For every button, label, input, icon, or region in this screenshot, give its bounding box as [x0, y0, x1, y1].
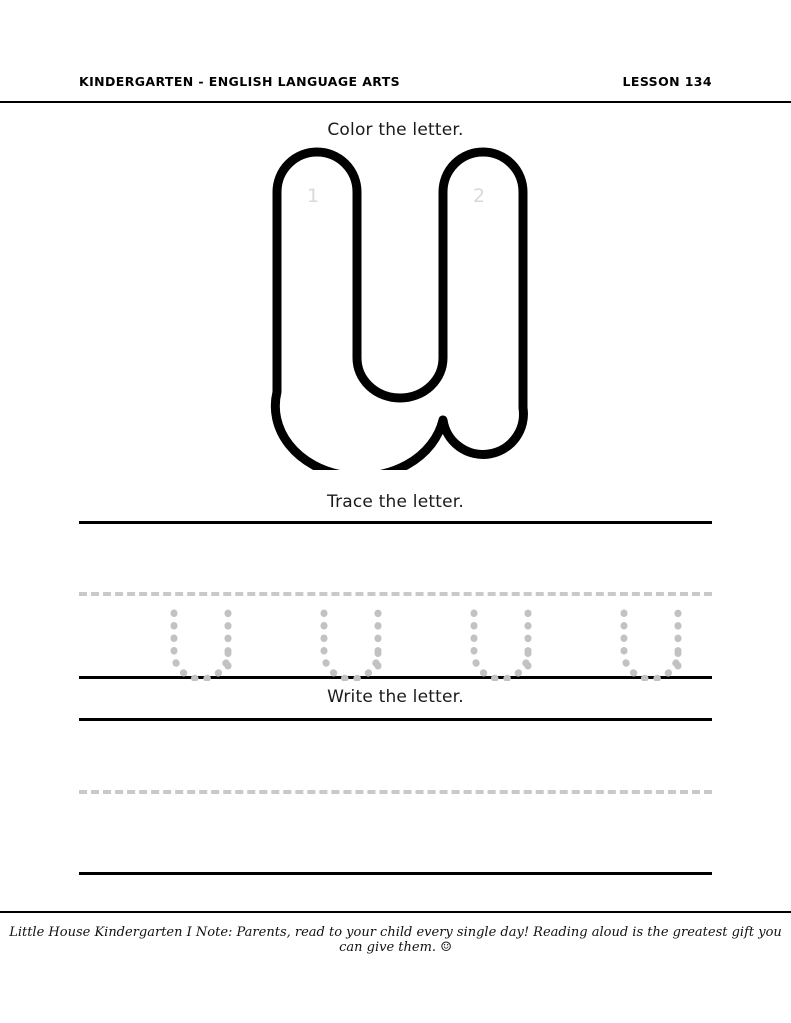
trace-letter-row [79, 521, 712, 679]
dotted-u-icon [464, 609, 538, 681]
trace-instruction: Trace the letter. [326, 492, 464, 512]
footer-note: Little House Kindergarten I Note: Parents, read to your child every single day! Reading aloud is the greatest gift you can give them. ☺ [9, 925, 782, 955]
write-line-top [79, 718, 712, 721]
dotted-u-icon [164, 609, 238, 681]
footer-divider [0, 911, 791, 913]
stroke-number-2: 2 [473, 185, 486, 207]
letter-outline-u [255, 140, 545, 470]
course-title: KINDERGARTEN - ENGLISH LANGUAGE ARTS [79, 74, 401, 89]
lesson-number: LESSON 134 [622, 74, 712, 89]
stroke-number-1: 1 [307, 185, 320, 207]
page-header [79, 74, 712, 89]
write-midline-dashed [79, 790, 712, 794]
trace-letter[interactable] [164, 609, 238, 681]
dotted-u-icon [314, 609, 388, 681]
header-divider [0, 101, 791, 103]
trace-letter[interactable] [314, 609, 388, 681]
letter-outline-svg [255, 140, 545, 470]
trace-letter[interactable] [464, 609, 538, 681]
write-instruction: Write the letter. [327, 687, 464, 707]
color-instruction: Color the letter. [327, 120, 464, 140]
trace-letter[interactable] [614, 609, 688, 681]
dotted-u-icon [614, 609, 688, 681]
write-line-bottom [79, 872, 712, 875]
